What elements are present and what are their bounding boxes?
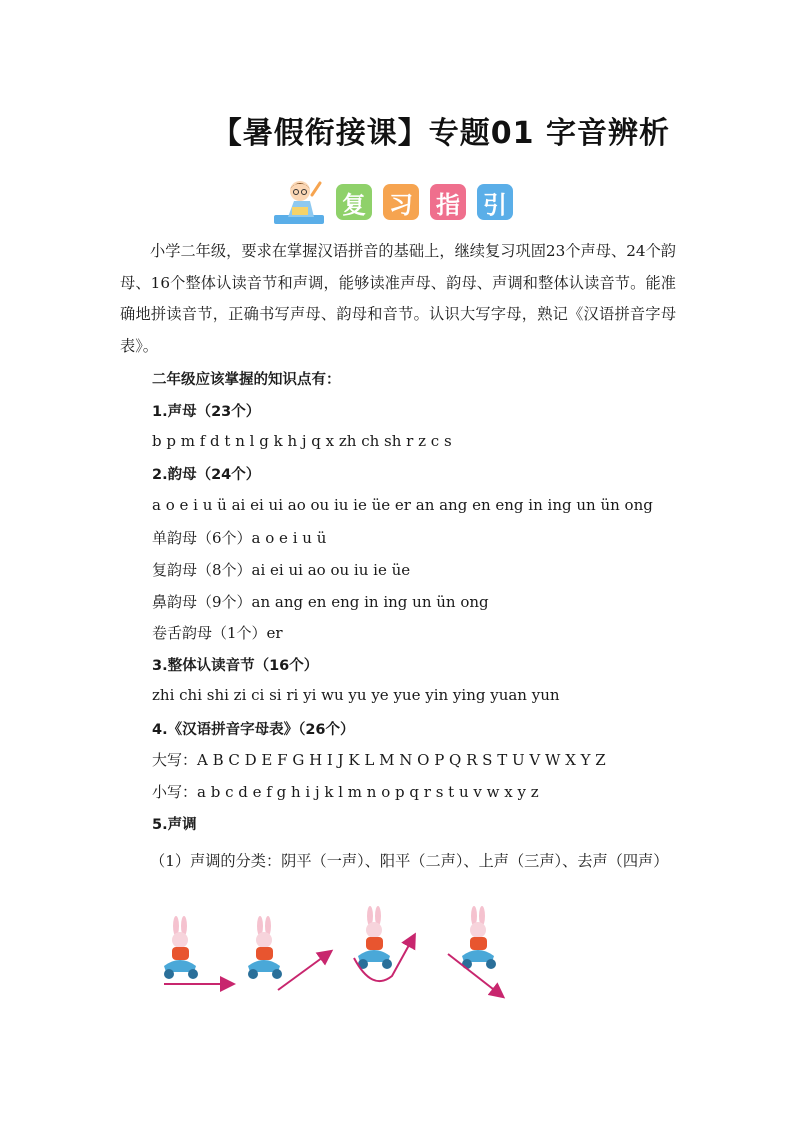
guide-char-fu: 复	[336, 184, 372, 220]
section-2-body: a o e i u ü ai ei ui ao ou iu ie üe er an ang en eng in ing un ün ong	[152, 496, 653, 514]
compound-finals: 复韵母（8个）ai ei ui ao ou iu ie üe	[152, 561, 411, 579]
nasal-finals: 鼻韵母（9个）an ang en eng in ing un ün ong	[152, 593, 489, 611]
guide-char-zhi: 指	[430, 184, 466, 220]
alphabet-upper: 大写：A B C D E F G H I J K L M N O P Q R S T U V W X Y Z	[152, 751, 606, 769]
section-4-title: 4.《汉语拼音字母表》（26个）	[152, 722, 355, 738]
section-5-body: （1）声调的分类：阴平（一声）、阳平（二声）、上声（三声）、去声（四声）	[150, 852, 669, 870]
tone-4-rabbit-icon	[448, 906, 502, 996]
section-5-title: 5.声调	[152, 817, 197, 833]
tone-1-rabbit-icon	[164, 916, 232, 984]
page-title: 【暑假衔接课】专题01 字音辨析	[211, 116, 670, 151]
section-3-body: zhi chi shi zi ci si ri yi wu yu ye yue yin ying yuan yun	[152, 686, 560, 704]
knowledge-heading: 二年级应该掌握的知识点有：	[152, 372, 341, 388]
review-guide-banner	[270, 176, 524, 228]
alphabet-lower: 小写：a b c d e f g h i j k l m n o p q r s t u v w x y z	[152, 783, 539, 801]
tone-3-rabbit-icon	[354, 906, 414, 981]
guide-char-yin: 引	[477, 184, 513, 220]
section-1-title: 1.声母（23个）	[152, 404, 261, 420]
section-2-title: 2.韵母（24个）	[152, 467, 261, 483]
guide-char-xi: 习	[383, 184, 419, 220]
retroflex-finals: 卷舌韵母（1个）er	[152, 624, 283, 642]
tone-2-rabbit-icon	[248, 916, 330, 990]
student-mascot-icon	[270, 177, 328, 227]
tone-rabbits-illustration	[158, 906, 528, 1002]
section-1-body: b p m f d t n l g k h j q x zh ch sh r z c s	[152, 432, 452, 450]
section-3-title: 3.整体认读音节（16个）	[152, 658, 319, 674]
single-finals: 单韵母（6个）a o e i u ü	[152, 529, 327, 547]
intro-paragraph: 小学二年级，要求在掌握汉语拼音的基础上，继续复习巩固23个声母、24个韵母、16个整体认读音节和声调，能够读准声母、韵母、声调和整体认读音节。能准确地拼读音节，正确书写声母、韵母和音节。认识大写字母，熟记《汉语拼音字母表》。	[120, 242, 676, 355]
